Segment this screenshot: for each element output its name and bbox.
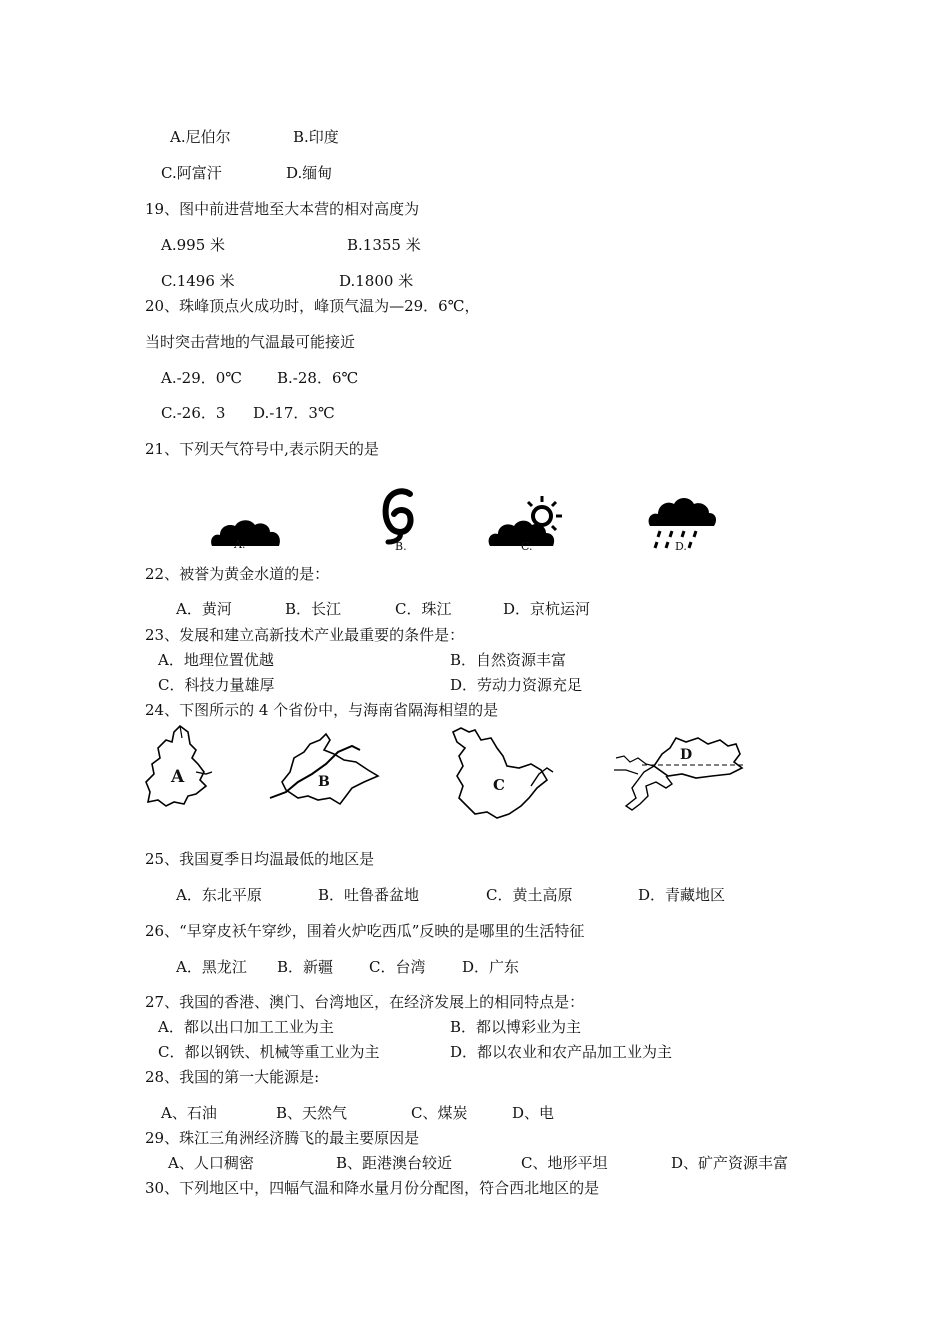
province-map-c <box>447 726 555 820</box>
q26-option-a: A．黑龙江 <box>176 958 247 976</box>
q26-stem: 26、“早穿皮袄午穿纱，围着火炉吃西瓜”反映的是哪里的生活特征 <box>145 922 585 940</box>
province-map-b <box>268 730 380 806</box>
province-label-c: C <box>493 776 505 794</box>
q18-option-c: C.阿富汗 <box>161 164 222 182</box>
q29-option-a: A、人口稠密 <box>168 1154 254 1172</box>
q22-stem: 22、被誉为黄金水道的是： <box>145 565 330 583</box>
q28-option-c: C、煤炭 <box>411 1104 468 1122</box>
q19-stem: 19、图中前进营地至大本营的相对高度为 <box>145 200 420 218</box>
q28-option-b: B、天然气 <box>276 1104 348 1122</box>
q21-label-c: C. <box>521 540 533 553</box>
q27-option-c: C．都以钢铁、机械等重工业为主 <box>158 1043 380 1061</box>
q19-option-d: D.1800 米 <box>339 272 414 290</box>
q22-option-b: B．长江 <box>285 600 342 618</box>
q20-option-c: C.-26．3 <box>161 404 226 422</box>
q25-option-d: D．青藏地区 <box>638 886 726 904</box>
q18-option-b: B.印度 <box>293 128 339 146</box>
q20-option-d: D.-17．3℃ <box>253 404 335 422</box>
q25-option-b: B．吐鲁番盆地 <box>318 886 420 904</box>
q25-option-c: C．黄土高原 <box>486 886 573 904</box>
q26-option-c: C．台湾 <box>369 958 426 976</box>
q27-stem: 27、我国的香港、澳门、台湾地区，在经济发展上的相同特点是： <box>145 993 585 1011</box>
weather-typhoon-icon <box>378 488 418 546</box>
province-label-a: A <box>171 767 185 787</box>
q21-label-b: B. <box>395 540 407 553</box>
q26-option-d: D．广东 <box>462 958 520 976</box>
q22-option-d: D．京杭运河 <box>503 600 591 618</box>
q18-option-d: D.缅甸 <box>286 164 333 182</box>
province-label-b: B <box>318 774 330 790</box>
q23-option-b: B．自然资源丰富 <box>450 651 567 669</box>
q25-option-a: A．东北平原 <box>176 886 262 904</box>
q29-option-d: D、矿产资源丰富 <box>671 1154 789 1172</box>
q23-stem: 23、发展和建立高新技术产业最重要的条件是： <box>145 626 465 644</box>
q29-option-c: C、地形平坦 <box>521 1154 608 1172</box>
q23-option-c: C．科技力量雄厚 <box>158 676 275 694</box>
q27-option-d: D．都以农业和农产品加工业为主 <box>450 1043 673 1061</box>
q25-stem: 25、我国夏季日均温最低的地区是 <box>145 850 375 868</box>
q30-stem: 30、下列地区中，四幅气温和降水量月份分配图，符合西北地区的是 <box>145 1179 600 1197</box>
q24-stem: 24、下图所示的 4 个省份中，与海南省隔海相望的是 <box>145 701 499 719</box>
q23-option-a: A．地理位置优越 <box>158 651 274 669</box>
q19-option-a: A.995 米 <box>161 236 225 254</box>
q20-stem-line1: 20、珠峰顶点火成功时，峰顶气温为—29．6℃， <box>145 297 480 315</box>
q21-label-a: A. <box>234 538 246 551</box>
q19-option-b: B.1355 米 <box>347 236 421 254</box>
q22-option-c: C．珠江 <box>395 600 452 618</box>
q21-stem: 21、下列天气符号中,表示阴天的是 <box>145 440 379 458</box>
q20-stem-line2: 当时突击营地的气温最可能接近 <box>145 333 356 351</box>
q27-option-a: A．都以出口加工工业为主 <box>158 1018 334 1036</box>
q27-option-b: B．都以博彩业为主 <box>450 1018 582 1036</box>
q20-option-a: A.-29．0℃ <box>161 369 243 387</box>
q20-option-b: B.-28．6℃ <box>277 369 359 387</box>
weather-overcast-icon <box>208 512 286 554</box>
q29-stem: 29、珠江三角洲经济腾飞的最主要原因是 <box>145 1129 420 1147</box>
q26-option-b: B．新疆 <box>277 958 334 976</box>
q22-option-a: A．黄河 <box>176 600 232 618</box>
q23-option-d: D．劳动力资源充足 <box>450 676 583 694</box>
q19-option-c: C.1496 米 <box>161 272 235 290</box>
q18-option-a: A.尼伯尔 <box>170 128 231 146</box>
q21-label-d: D. <box>675 540 687 553</box>
q28-option-d: D、电 <box>512 1104 555 1122</box>
q29-option-b: B、距港澳台较近 <box>336 1154 453 1172</box>
q28-option-a: A、石油 <box>161 1104 217 1122</box>
q28-stem: 28、我国的第一大能源是: <box>145 1068 320 1086</box>
province-label-d: D <box>680 747 693 763</box>
